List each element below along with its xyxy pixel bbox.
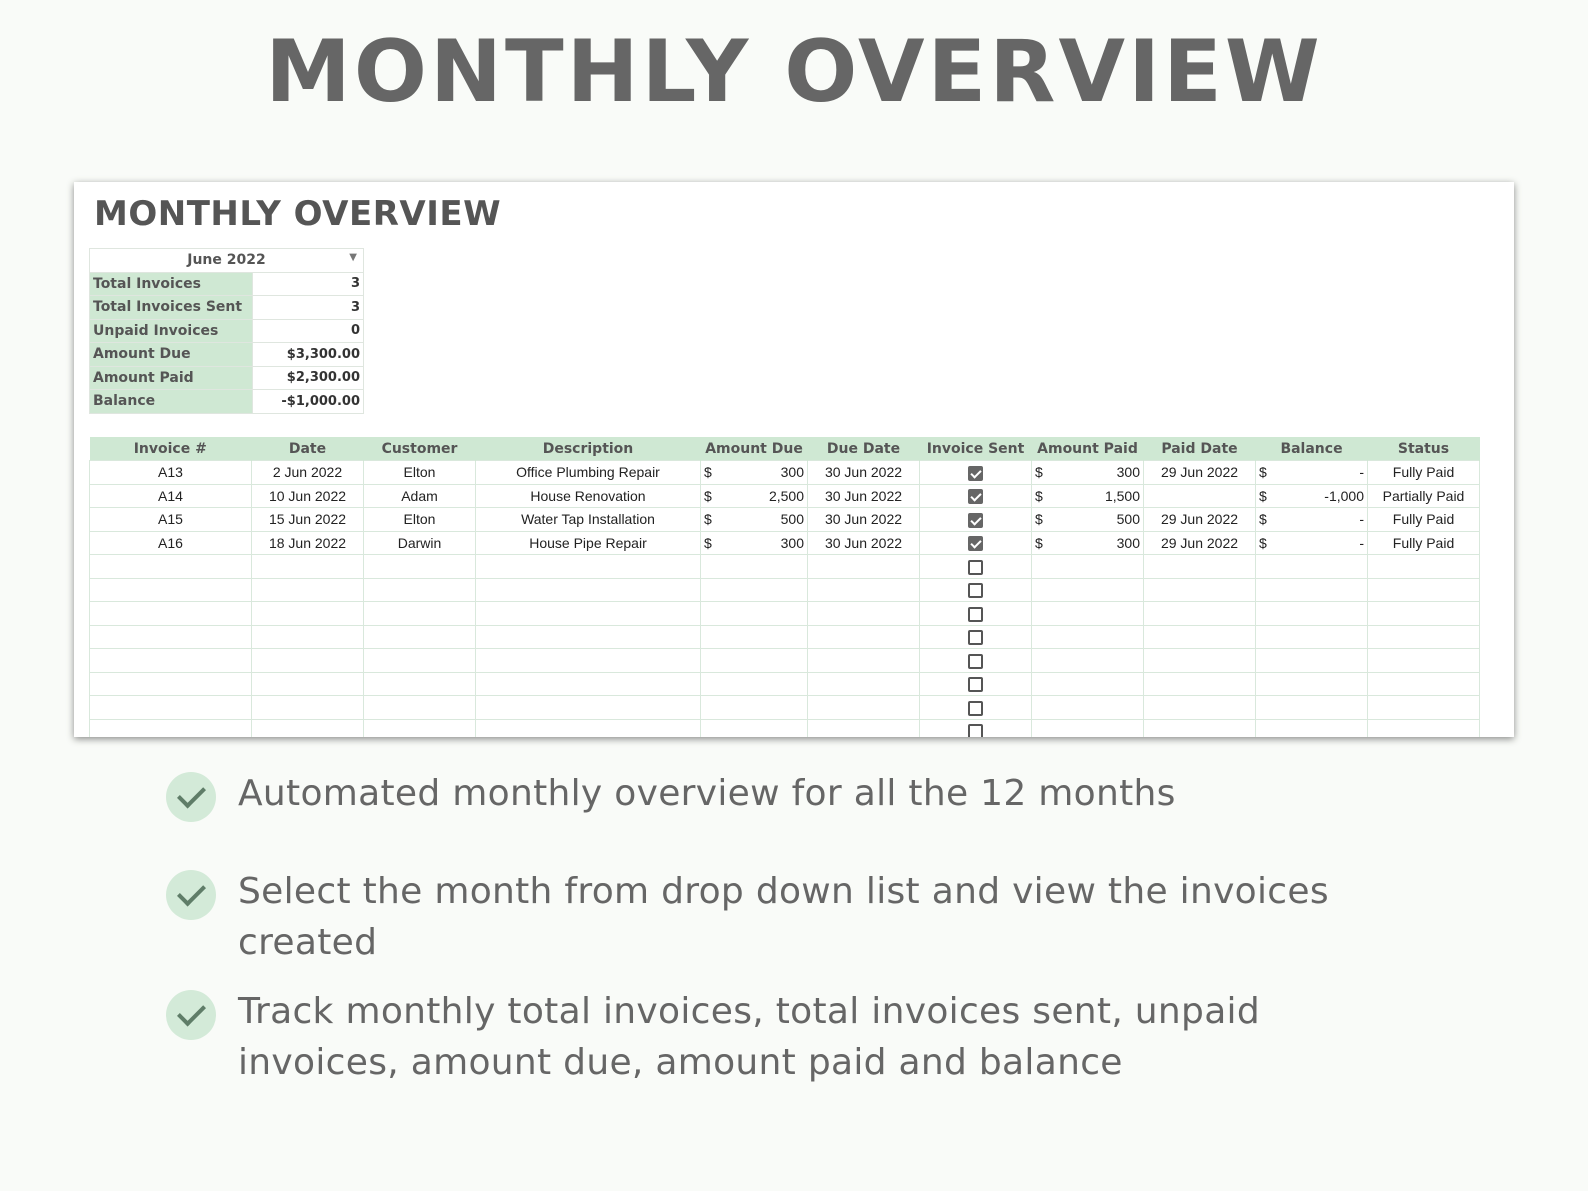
table-row bbox=[90, 461, 1480, 485]
invoice-cell[interactable]: A14 bbox=[90, 484, 252, 508]
table-row bbox=[90, 531, 1480, 555]
empty-cell[interactable] bbox=[1256, 672, 1368, 696]
empty-cell[interactable] bbox=[1144, 719, 1256, 737]
empty-row bbox=[90, 696, 1480, 720]
currency-symbol: $ bbox=[704, 534, 712, 551]
feature-text: Select the month from drop down list and view the invoices created bbox=[238, 871, 1329, 963]
checkbox-icon[interactable] bbox=[968, 560, 983, 575]
summary-table bbox=[89, 248, 364, 414]
empty-cell[interactable] bbox=[1256, 696, 1368, 720]
date-cell[interactable]: 18 Jun 2022 bbox=[252, 531, 364, 555]
summary-label: Balance bbox=[90, 390, 253, 414]
table-header-row bbox=[90, 437, 1480, 461]
customer-cell[interactable]: Darwin bbox=[364, 531, 476, 555]
empty-row bbox=[90, 602, 1480, 626]
empty-cell[interactable] bbox=[1032, 649, 1144, 673]
empty-cell[interactable] bbox=[808, 649, 920, 673]
paid-date-cell[interactable]: 29 Jun 2022 bbox=[1144, 508, 1256, 532]
empty-cell[interactable] bbox=[1032, 625, 1144, 649]
empty-cell[interactable] bbox=[1368, 625, 1480, 649]
balance-cell[interactable] bbox=[1256, 531, 1368, 555]
currency-symbol: $ bbox=[1035, 534, 1043, 551]
empty-cell[interactable] bbox=[1256, 649, 1368, 673]
checkbox-icon[interactable] bbox=[968, 701, 983, 716]
check-icon bbox=[166, 772, 216, 822]
paid-date-cell[interactable]: 29 Jun 2022 bbox=[1144, 461, 1256, 485]
column-header[interactable]: Amount Paid bbox=[1032, 437, 1144, 461]
empty-cell[interactable] bbox=[701, 696, 808, 720]
empty-cell[interactable] bbox=[1032, 578, 1144, 602]
empty-cell[interactable] bbox=[701, 672, 808, 696]
empty-cell[interactable] bbox=[701, 719, 808, 737]
invoice-cell[interactable]: A15 bbox=[90, 508, 252, 532]
empty-cell[interactable] bbox=[476, 625, 701, 649]
empty-cell[interactable] bbox=[252, 696, 364, 720]
empty-cell[interactable] bbox=[808, 672, 920, 696]
due-date-cell[interactable]: 30 Jun 2022 bbox=[808, 531, 920, 555]
empty-cell[interactable] bbox=[1368, 696, 1480, 720]
invoice-sent-cell bbox=[920, 461, 1032, 485]
empty-cell[interactable] bbox=[701, 578, 808, 602]
amount-due-cell[interactable] bbox=[701, 461, 808, 485]
empty-cell[interactable] bbox=[1144, 649, 1256, 673]
summary-row bbox=[90, 296, 364, 320]
empty-cell[interactable] bbox=[476, 649, 701, 673]
amount-paid-cell[interactable] bbox=[1032, 461, 1144, 485]
empty-cell[interactable] bbox=[90, 625, 252, 649]
empty-cell[interactable] bbox=[1256, 578, 1368, 602]
currency-symbol: $ bbox=[1259, 487, 1267, 504]
empty-cell[interactable] bbox=[252, 578, 364, 602]
description-cell[interactable]: House Pipe Repair bbox=[476, 531, 701, 555]
summary-value[interactable]: 0 bbox=[253, 319, 364, 343]
empty-cell[interactable] bbox=[1144, 578, 1256, 602]
amount-due-value: 2,500 bbox=[768, 487, 804, 504]
currency-symbol: $ bbox=[1259, 511, 1267, 528]
amount-paid-value: 300 bbox=[1116, 534, 1140, 551]
empty-cell[interactable] bbox=[701, 625, 808, 649]
column-header[interactable]: Balance bbox=[1256, 437, 1368, 461]
empty-cell[interactable] bbox=[252, 649, 364, 673]
empty-cell[interactable] bbox=[364, 696, 476, 720]
summary-label: Unpaid Invoices bbox=[90, 319, 253, 343]
empty-cell[interactable] bbox=[1256, 625, 1368, 649]
month-dropdown-value: June 2022 bbox=[187, 252, 266, 269]
amount-paid-value: 300 bbox=[1116, 464, 1140, 481]
empty-cell[interactable] bbox=[701, 555, 808, 579]
date-cell[interactable]: 10 Jun 2022 bbox=[252, 484, 364, 508]
column-header[interactable]: Date bbox=[252, 437, 364, 461]
empty-cell[interactable] bbox=[476, 602, 701, 626]
invoice-sent-cell bbox=[920, 484, 1032, 508]
empty-cell[interactable] bbox=[364, 602, 476, 626]
checkbox-icon[interactable] bbox=[968, 724, 983, 737]
empty-cell[interactable] bbox=[920, 672, 1032, 696]
empty-cell[interactable] bbox=[90, 649, 252, 673]
empty-cell[interactable] bbox=[808, 578, 920, 602]
empty-cell[interactable] bbox=[364, 719, 476, 737]
checkbox-icon[interactable] bbox=[968, 607, 983, 622]
description-cell[interactable]: Water Tap Installation bbox=[476, 508, 701, 532]
column-header[interactable]: Customer bbox=[364, 437, 476, 461]
empty-cell[interactable] bbox=[920, 555, 1032, 579]
column-header[interactable]: Paid Date bbox=[1144, 437, 1256, 461]
empty-cell[interactable] bbox=[1144, 696, 1256, 720]
empty-row bbox=[90, 625, 1480, 649]
currency-symbol: $ bbox=[1259, 464, 1267, 481]
invoice-sent-cell bbox=[920, 508, 1032, 532]
summary-value[interactable]: 3 bbox=[253, 296, 364, 320]
currency-symbol: $ bbox=[1035, 511, 1043, 528]
customer-cell[interactable]: Elton bbox=[364, 508, 476, 532]
checkbox-icon[interactable] bbox=[968, 466, 983, 481]
empty-cell[interactable] bbox=[920, 578, 1032, 602]
empty-cell[interactable] bbox=[252, 625, 364, 649]
empty-row bbox=[90, 649, 1480, 673]
balance-cell[interactable] bbox=[1256, 484, 1368, 508]
column-header[interactable]: Due Date bbox=[808, 437, 920, 461]
currency-symbol: $ bbox=[1259, 534, 1267, 551]
empty-cell[interactable] bbox=[1032, 719, 1144, 737]
empty-cell[interactable] bbox=[1368, 578, 1480, 602]
empty-cell[interactable] bbox=[252, 719, 364, 737]
empty-cell[interactable] bbox=[920, 602, 1032, 626]
empty-row bbox=[90, 578, 1480, 602]
empty-cell[interactable] bbox=[364, 672, 476, 696]
invoice-table bbox=[89, 437, 1480, 737]
check-icon bbox=[166, 870, 216, 920]
summary-label: Amount Paid bbox=[90, 366, 253, 390]
empty-cell[interactable] bbox=[1368, 672, 1480, 696]
status-cell[interactable]: Fully Paid bbox=[1368, 531, 1480, 555]
amount-paid-cell[interactable] bbox=[1032, 508, 1144, 532]
balance-value: - bbox=[1359, 464, 1364, 481]
balance-value: - bbox=[1359, 511, 1364, 528]
empty-cell[interactable] bbox=[1144, 602, 1256, 626]
summary-row bbox=[90, 390, 364, 414]
caret-down-icon[interactable]: ▼ bbox=[349, 252, 357, 263]
empty-cell[interactable] bbox=[1368, 649, 1480, 673]
date-cell[interactable]: 15 Jun 2022 bbox=[252, 508, 364, 532]
summary-label: Amount Due bbox=[90, 343, 253, 367]
summary-label: Total Invoices bbox=[90, 272, 253, 296]
balance-cell[interactable] bbox=[1256, 508, 1368, 532]
status-cell[interactable]: Partially Paid bbox=[1368, 484, 1480, 508]
balance-value: - bbox=[1359, 534, 1364, 551]
empty-cell[interactable] bbox=[90, 555, 252, 579]
empty-cell[interactable] bbox=[1032, 555, 1144, 579]
empty-cell[interactable] bbox=[808, 719, 920, 737]
empty-cell[interactable] bbox=[808, 555, 920, 579]
empty-cell[interactable] bbox=[364, 625, 476, 649]
summary-row bbox=[90, 366, 364, 390]
spreadsheet-panel bbox=[74, 182, 1514, 737]
checkbox-icon[interactable] bbox=[968, 583, 983, 598]
check-icon bbox=[166, 990, 216, 1040]
checkbox-icon[interactable] bbox=[968, 654, 983, 669]
empty-cell[interactable] bbox=[252, 672, 364, 696]
empty-cell[interactable] bbox=[90, 578, 252, 602]
empty-cell[interactable] bbox=[920, 719, 1032, 737]
feature-text: Track monthly total invoices, total invoices sent, unpaid invoices, amount due, amount paid and balance bbox=[238, 991, 1261, 1083]
empty-cell[interactable] bbox=[920, 696, 1032, 720]
empty-cell[interactable] bbox=[476, 719, 701, 737]
empty-cell[interactable] bbox=[364, 555, 476, 579]
column-header[interactable]: Invoice # bbox=[90, 437, 252, 461]
description-cell[interactable]: Office Plumbing Repair bbox=[476, 461, 701, 485]
empty-cell[interactable] bbox=[364, 578, 476, 602]
empty-cell[interactable] bbox=[90, 719, 252, 737]
empty-cell[interactable] bbox=[808, 602, 920, 626]
currency-symbol: $ bbox=[1035, 464, 1043, 481]
amount-due-cell[interactable] bbox=[701, 531, 808, 555]
empty-cell[interactable] bbox=[1144, 625, 1256, 649]
empty-cell[interactable] bbox=[701, 649, 808, 673]
empty-cell[interactable] bbox=[808, 625, 920, 649]
status-cell[interactable]: Fully Paid bbox=[1368, 461, 1480, 485]
empty-cell[interactable] bbox=[252, 602, 364, 626]
empty-cell[interactable] bbox=[476, 578, 701, 602]
empty-cell[interactable] bbox=[1256, 602, 1368, 626]
amount-paid-cell[interactable] bbox=[1032, 531, 1144, 555]
checkbox-icon[interactable] bbox=[968, 677, 983, 692]
description-cell[interactable]: House Renovation bbox=[476, 484, 701, 508]
empty-cell[interactable] bbox=[1032, 672, 1144, 696]
balance-value: -1,000 bbox=[1324, 487, 1364, 504]
empty-cell[interactable] bbox=[1032, 602, 1144, 626]
empty-cell[interactable] bbox=[920, 649, 1032, 673]
invoice-cell[interactable]: A13 bbox=[90, 461, 252, 485]
empty-cell[interactable] bbox=[476, 672, 701, 696]
summary-value[interactable]: $3,300.00 bbox=[253, 343, 364, 367]
empty-cell[interactable] bbox=[1368, 719, 1480, 737]
empty-cell[interactable] bbox=[701, 602, 808, 626]
feature-text: Automated monthly overview for all the 12 months bbox=[238, 773, 1176, 814]
currency-symbol: $ bbox=[704, 511, 712, 528]
empty-cell[interactable] bbox=[1256, 719, 1368, 737]
table-row bbox=[90, 484, 1480, 508]
empty-cell[interactable] bbox=[1144, 672, 1256, 696]
checkbox-icon[interactable] bbox=[968, 536, 983, 551]
empty-cell[interactable] bbox=[90, 696, 252, 720]
customer-cell[interactable]: Adam bbox=[364, 484, 476, 508]
amount-due-cell[interactable] bbox=[701, 484, 808, 508]
summary-value[interactable]: $2,300.00 bbox=[253, 366, 364, 390]
summary-row bbox=[90, 343, 364, 367]
due-date-cell[interactable]: 30 Jun 2022 bbox=[808, 484, 920, 508]
amount-due-cell[interactable] bbox=[701, 508, 808, 532]
empty-cell[interactable] bbox=[1368, 555, 1480, 579]
empty-cell[interactable] bbox=[252, 555, 364, 579]
column-header[interactable]: Description bbox=[476, 437, 701, 461]
empty-cell[interactable] bbox=[1032, 696, 1144, 720]
summary-value[interactable]: -$1,000.00 bbox=[253, 390, 364, 414]
checkbox-icon[interactable] bbox=[968, 630, 983, 645]
empty-row bbox=[90, 719, 1480, 737]
table-row bbox=[90, 508, 1480, 532]
checkbox-icon[interactable] bbox=[968, 489, 983, 504]
currency-symbol: $ bbox=[704, 464, 712, 481]
column-header[interactable]: Status bbox=[1368, 437, 1480, 461]
amount-due-value: 300 bbox=[780, 464, 804, 481]
empty-cell[interactable] bbox=[476, 696, 701, 720]
currency-symbol: $ bbox=[1035, 487, 1043, 504]
empty-cell[interactable] bbox=[1256, 555, 1368, 579]
amount-paid-value: 500 bbox=[1116, 511, 1140, 528]
column-header[interactable]: Invoice Sent bbox=[920, 437, 1032, 461]
amount-due-value: 300 bbox=[780, 534, 804, 551]
due-date-cell[interactable]: 30 Jun 2022 bbox=[808, 508, 920, 532]
empty-cell[interactable] bbox=[364, 649, 476, 673]
empty-cell[interactable] bbox=[476, 555, 701, 579]
summary-label: Total Invoices Sent bbox=[90, 296, 253, 320]
empty-cell[interactable] bbox=[90, 672, 252, 696]
amount-due-value: 500 bbox=[780, 511, 804, 528]
amount-paid-value: 1,500 bbox=[1104, 487, 1140, 504]
currency-symbol: $ bbox=[704, 487, 712, 504]
date-cell[interactable]: 2 Jun 2022 bbox=[252, 461, 364, 485]
amount-paid-cell[interactable] bbox=[1032, 484, 1144, 508]
summary-row bbox=[90, 272, 364, 296]
invoice-cell[interactable]: A16 bbox=[90, 531, 252, 555]
balance-cell[interactable] bbox=[1256, 461, 1368, 485]
summary-value[interactable]: 3 bbox=[253, 272, 364, 296]
sheet-title: MONTHLY OVERVIEW bbox=[94, 194, 502, 234]
paid-date-cell[interactable]: 29 Jun 2022 bbox=[1144, 531, 1256, 555]
checkbox-icon[interactable] bbox=[968, 513, 983, 528]
invoice-sent-cell bbox=[920, 531, 1032, 555]
empty-cell[interactable] bbox=[90, 602, 252, 626]
empty-cell[interactable] bbox=[1144, 555, 1256, 579]
due-date-cell[interactable]: 30 Jun 2022 bbox=[808, 461, 920, 485]
empty-cell[interactable] bbox=[808, 696, 920, 720]
empty-row bbox=[90, 555, 1480, 579]
paid-date-cell[interactable] bbox=[1144, 484, 1256, 508]
status-cell[interactable]: Fully Paid bbox=[1368, 508, 1480, 532]
customer-cell[interactable]: Elton bbox=[364, 461, 476, 485]
month-dropdown[interactable] bbox=[90, 249, 364, 273]
empty-cell[interactable] bbox=[1368, 602, 1480, 626]
summary-row bbox=[90, 319, 364, 343]
empty-cell[interactable] bbox=[920, 625, 1032, 649]
page-title: MONTHLY OVERVIEW bbox=[265, 22, 1323, 122]
column-header[interactable]: Amount Due bbox=[701, 437, 808, 461]
empty-row bbox=[90, 672, 1480, 696]
